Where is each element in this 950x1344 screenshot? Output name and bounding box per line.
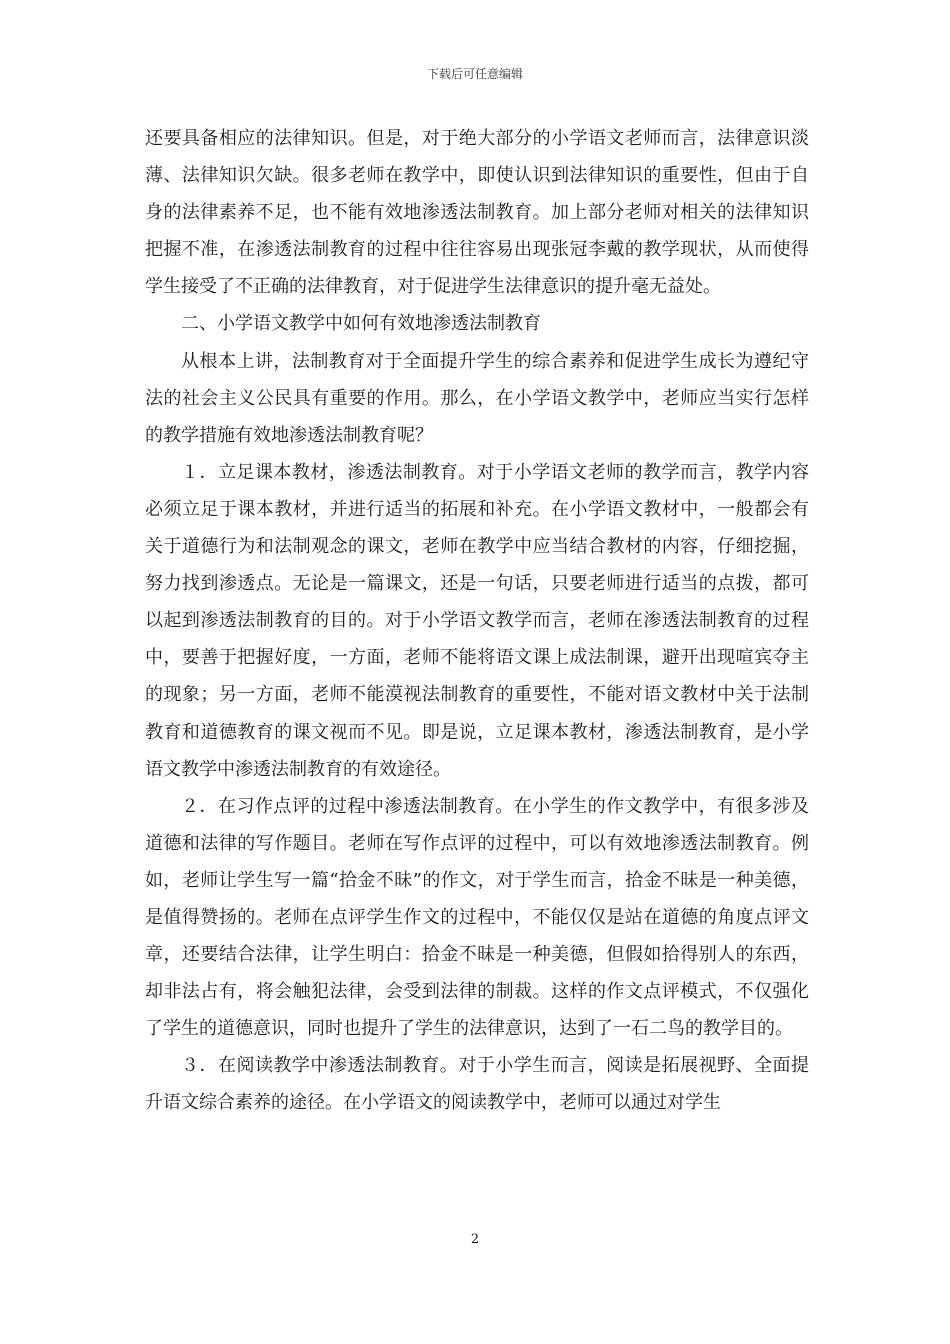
page-number: 2: [470, 1232, 480, 1247]
paragraph-point-2: ２．在习作点评的过程中渗透法制教育。在小学生的作文教学中，有很多涉及道德和法律的写作题目。老师在写作点评的过程中，可以有效地渗透法制教育。例如，老师让学生写一篇“拾金不昧”的作文，对于学生而言，拾金不昧是一种美德，是值得赞扬的。老师在点评学生作文的过程中，不能仅仅是站在道德的角度点评文章，还要结合法律，让学生明白：拾金不昧是一种美德，但假如拾得别人的东西，却非法占有，将会触犯法律，会受到法律的制裁。这样的作文点评模式，不仅强化了学生的道德意识，同时也提升了学生的法律意识，达到了一石二鸟的教学目的。: [145, 795, 809, 1040]
paragraph-point-1: １．立足课本教材，渗透法制教育。对于小学语文老师的教学而言，教学内容必须立足于课本教材，并进行适当的拓展和补充。在小学语文教材中，一般都会有关于道德行为和法制观念的课文，老师在教学中应当结合教材的内容，仔细挖掘，努力找到渗透点。无论是一篇课文，还是一句话，只要老师进行适当的点拨，都可以起到渗透法制教育的目的。对于小学语文教学而言，老师在渗透法制教育的过程中，要善于把握好度，一方面，老师不能将语文课上成法制课，避开出现喧宾夺主的现象；另一方面，老师不能漠视法制教育的重要性，不能对语文教材中关于法制教育和道德教育的课文视而不见。即是说，立足课本教材，渗透法制教育，是小学语文教学中渗透法制教育的有效途径。: [145, 461, 809, 780]
paragraph-continuation: 还要具备相应的法律知识。但是，对于绝大部分的小学语文老师而言，法律意识淡薄、法律知识欠缺。很多老师在教学中，即使认识到法律知识的重要性，但由于自身的法律素养不足，也不能有效地渗透法制教育。加上部分老师对相关的法律知识把握不准，在渗透法制教育的过程中往往容易出现张冠李戴的教学现状，从而使得学生接受了不正确的法律教育，对于促进学生法律意识的提升毫无益处。: [145, 128, 809, 298]
paragraph-point-3: ３．在阅读教学中渗透法制教育。对于小学生而言，阅读是拓展视野、全面提升语文综合素养的途径。在小学语文的阅读教学中，老师可以通过对学生: [145, 1055, 809, 1114]
paragraph-intro: 从根本上讲，法制教育对于全面提升学生的综合素养和促进学生成长为遵纪守法的社会主义公民具有重要的作用。那么，在小学语文教学中，老师应当实行怎样的教学措施有效地渗透法制教育呢？: [145, 350, 809, 446]
section-heading: 二、小学语文教学中如何有效地渗透法制教育: [181, 313, 541, 335]
document-body: [145, 120, 809, 1122]
page-header: 下载后可任意编辑: [426, 67, 523, 81]
